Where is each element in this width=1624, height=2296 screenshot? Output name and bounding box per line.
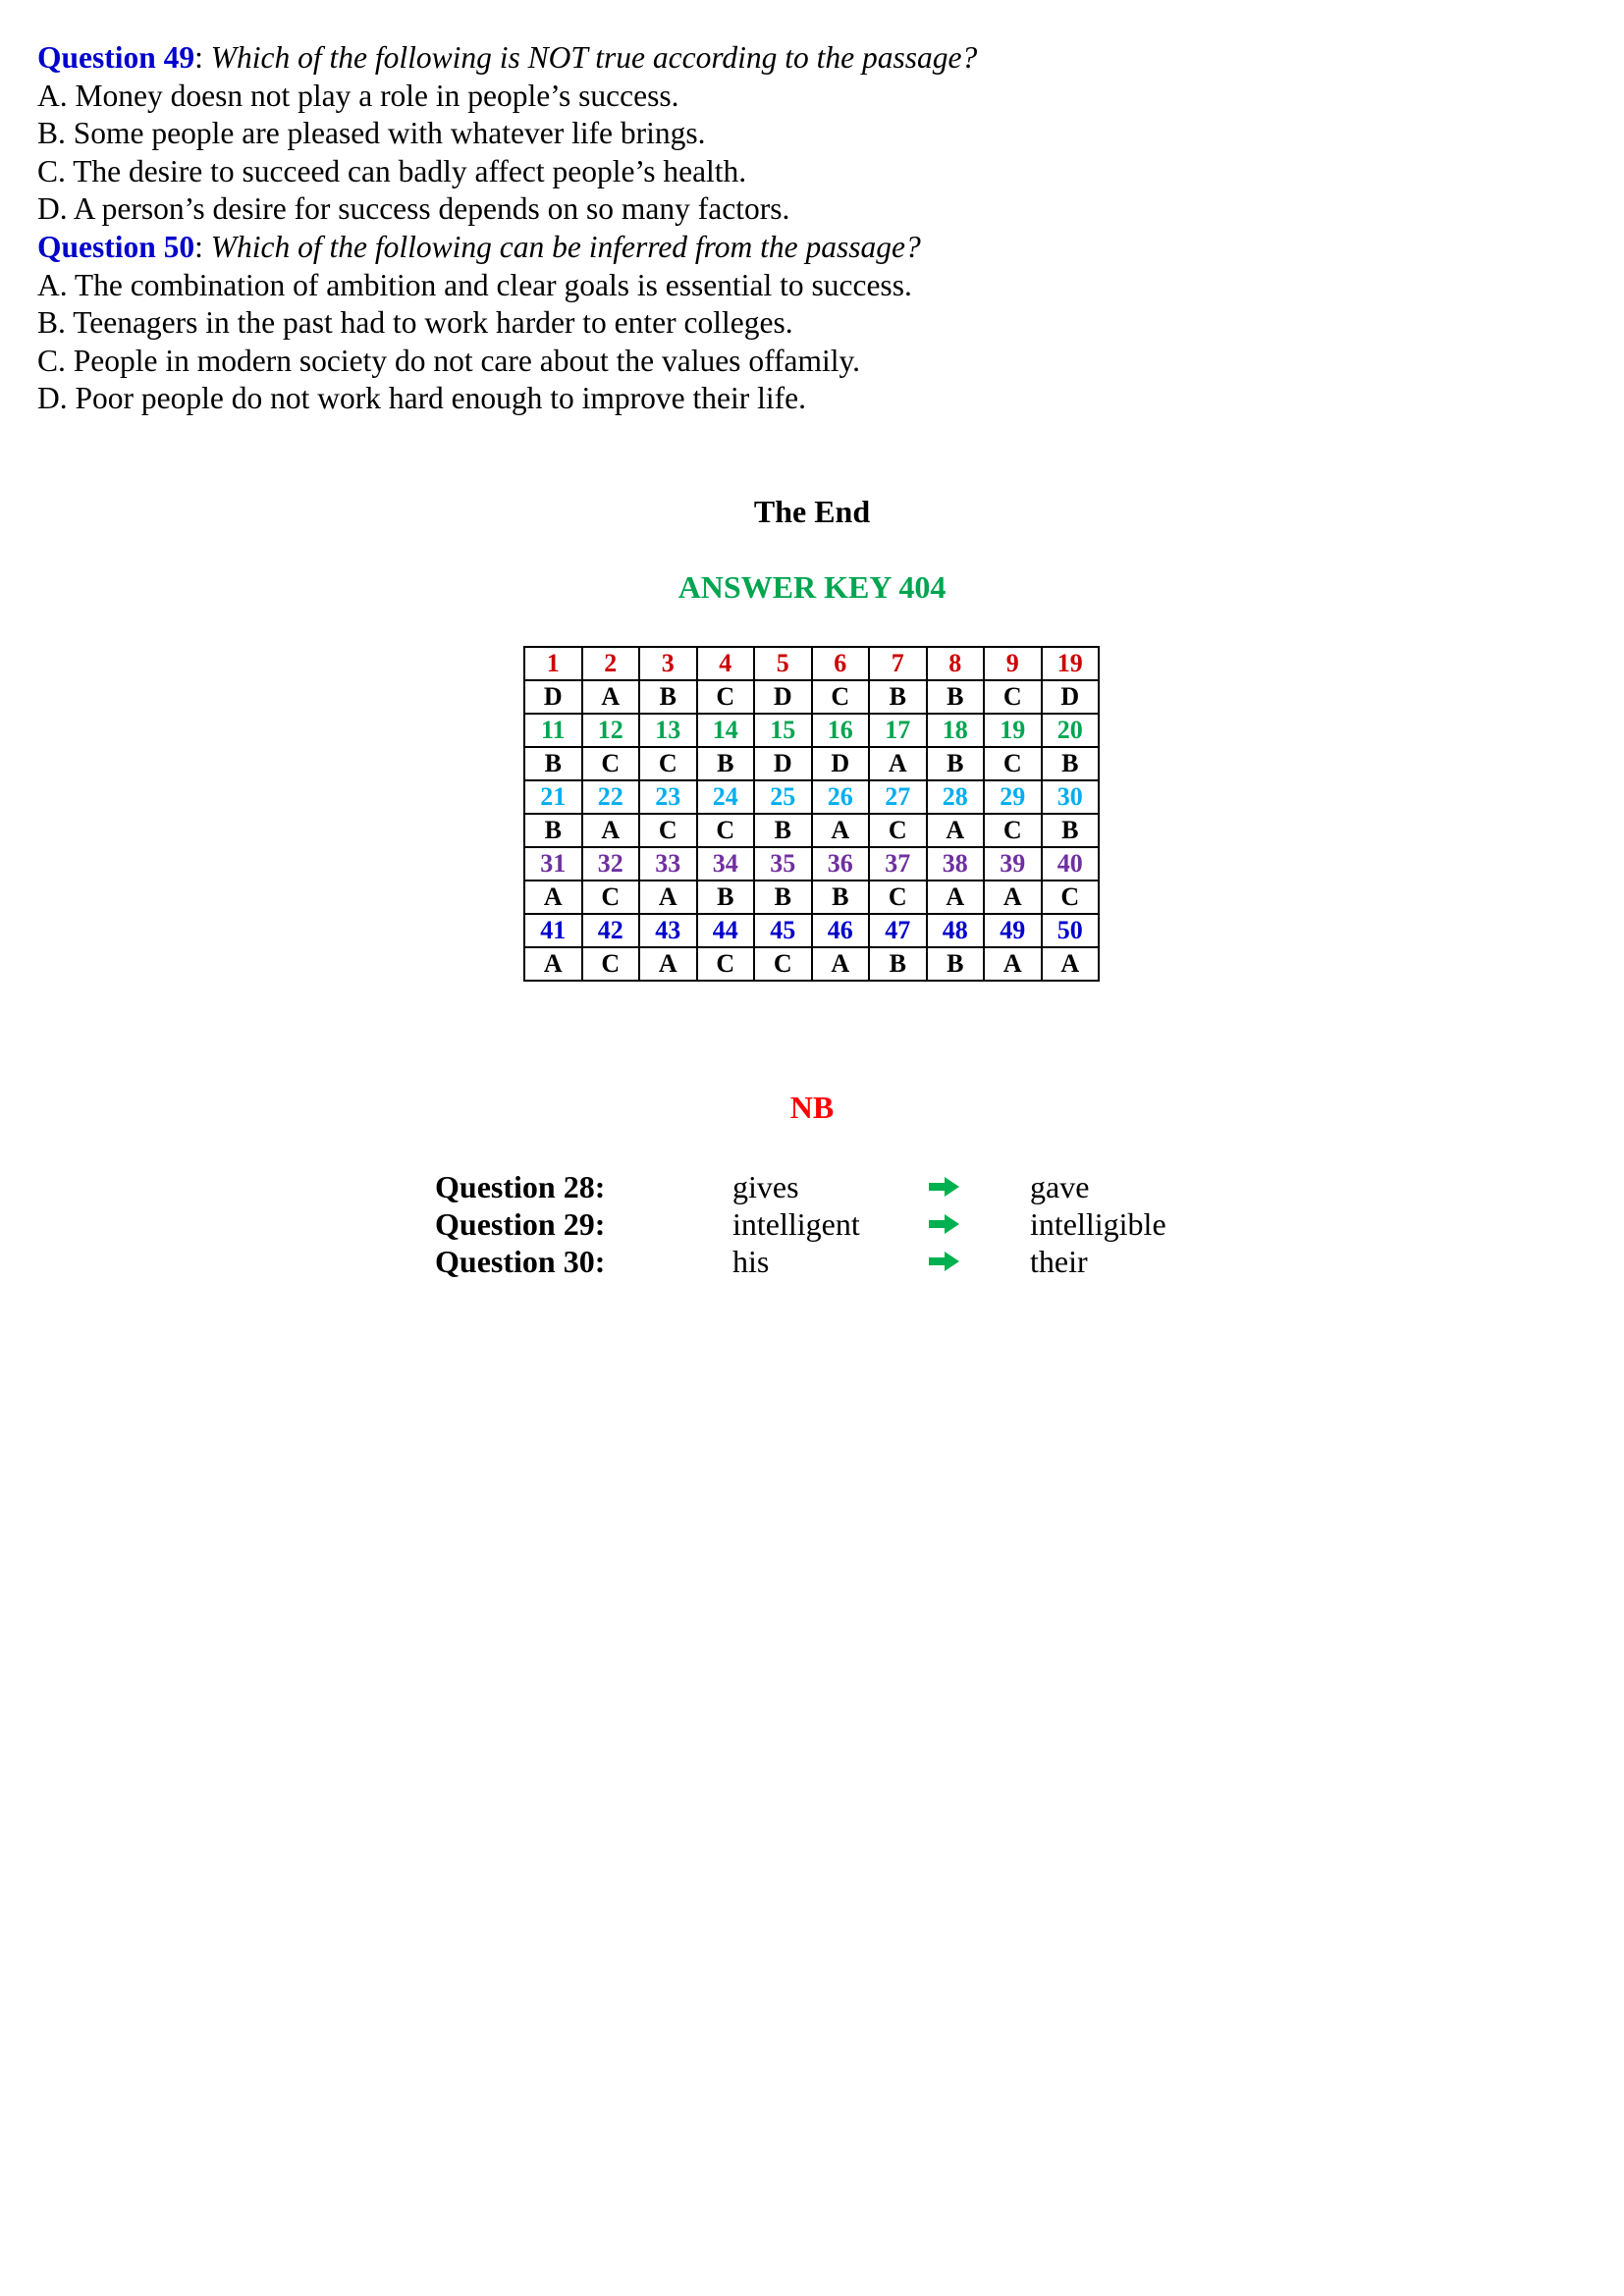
question-number-cell: 35: [754, 847, 812, 881]
answer-cell: A: [927, 881, 985, 914]
answer-cell: C: [582, 881, 640, 914]
correction-right-word: their: [1030, 1244, 1088, 1279]
question-number-cell: 45: [754, 914, 812, 947]
question-number-cell: 15: [754, 714, 812, 747]
question-number-cell: 39: [984, 847, 1042, 881]
question-49-text: Which of the following is NOT true according to the passage?: [210, 40, 978, 75]
answer-key-answer-row: [524, 881, 1099, 914]
question-number-cell: 3: [639, 647, 697, 680]
question-50-text: Which of the following can be inferred from the passage?: [210, 229, 921, 264]
answer-cell: C: [869, 881, 927, 914]
answer-cell: B: [1042, 747, 1100, 780]
answer-key-number-row: [524, 714, 1099, 747]
answer-key-number-row: [524, 914, 1099, 947]
correction-row: [435, 1243, 1220, 1280]
answer-cell: C: [697, 680, 755, 714]
question-number-cell: 16: [812, 714, 870, 747]
answer-cell: A: [639, 881, 697, 914]
question-number-cell: 50: [1042, 914, 1100, 947]
answer-key-number-row: [524, 780, 1099, 814]
question-number-cell: 29: [984, 780, 1042, 814]
question-49-option-a: A. Money doesn not play a role in people’s success.: [37, 78, 679, 113]
question-number-cell: 12: [582, 714, 640, 747]
question-number-cell: 41: [524, 914, 582, 947]
nb-heading: NB: [789, 1090, 835, 1125]
question-number-cell: 1: [524, 647, 582, 680]
answer-cell: B: [754, 814, 812, 847]
answer-cell: B: [524, 747, 582, 780]
answer-cell: C: [754, 947, 812, 981]
correction-row: [435, 1168, 1220, 1205]
answer-key-answer-row: [524, 747, 1099, 780]
question-number-cell: 49: [984, 914, 1042, 947]
answer-cell: C: [984, 747, 1042, 780]
question-number-cell: 44: [697, 914, 755, 947]
answer-cell: A: [524, 881, 582, 914]
answer-cell: D: [524, 680, 582, 714]
question-number-cell: 40: [1042, 847, 1100, 881]
question-number-cell: 43: [639, 914, 697, 947]
answer-cell: A: [1042, 947, 1100, 981]
correction-wrong-word: his: [732, 1244, 770, 1279]
answer-key-answer-row: [524, 947, 1099, 981]
answer-cell: B: [754, 881, 812, 914]
answer-cell: A: [812, 947, 870, 981]
answer-cell: C: [812, 680, 870, 714]
answer-cell: D: [754, 680, 812, 714]
question-number-cell: 47: [869, 914, 927, 947]
answer-cell: B: [1042, 814, 1100, 847]
question-number-cell: 31: [524, 847, 582, 881]
question-number-cell: 4: [697, 647, 755, 680]
answer-key-number-row: [524, 647, 1099, 680]
question-50-option-c: C. People in modern society do not care about the values offamily.: [37, 343, 861, 378]
answer-cell: C: [869, 814, 927, 847]
question-49-option-d: D. A person’s desire for success depends on so many factors.: [37, 191, 790, 227]
question-number-cell: 28: [927, 780, 985, 814]
questions-section: [37, 39, 977, 418]
answer-cell: B: [927, 947, 985, 981]
question-number-cell: 11: [524, 714, 582, 747]
answer-cell: B: [812, 881, 870, 914]
question-number-cell: 18: [927, 714, 985, 747]
question-49-label: Question 49: [37, 40, 195, 75]
answer-cell: B: [524, 814, 582, 847]
answer-cell: C: [697, 814, 755, 847]
question-number-cell: 34: [697, 847, 755, 881]
question-number-cell: 26: [812, 780, 870, 814]
question-number-cell: 42: [582, 914, 640, 947]
question-number-cell: 38: [927, 847, 985, 881]
correction-right-word: gave: [1030, 1169, 1090, 1204]
answer-key-answer-row: [524, 814, 1099, 847]
answer-cell: C: [697, 947, 755, 981]
answer-cell: B: [697, 747, 755, 780]
question-number-cell: 32: [582, 847, 640, 881]
answer-cell: C: [639, 814, 697, 847]
answer-cell: C: [639, 747, 697, 780]
answer-cell: D: [812, 747, 870, 780]
corrections-list: [435, 1168, 1220, 1280]
question-number-cell: 36: [812, 847, 870, 881]
question-number-cell: 19: [1042, 647, 1100, 680]
question-50-option-a: A. The combination of ambition and clear goals is essential to success.: [37, 267, 912, 302]
answer-cell: B: [639, 680, 697, 714]
answer-cell: A: [984, 947, 1042, 981]
question-number-cell: 30: [1042, 780, 1100, 814]
answer-key-table: [523, 646, 1100, 982]
question-number-cell: 37: [869, 847, 927, 881]
answer-cell: B: [927, 680, 985, 714]
question-49-line: [37, 39, 977, 78]
answer-cell: B: [869, 680, 927, 714]
question-number-cell: 2: [582, 647, 640, 680]
question-number-cell: 19: [984, 714, 1042, 747]
correction-wrong-word: gives: [732, 1169, 799, 1204]
answer-key-number-row: [524, 847, 1099, 881]
question-49-option-c: C. The desire to succeed can badly affect people’s health.: [37, 153, 747, 188]
answer-cell: A: [582, 680, 640, 714]
correction-question: Question 28:: [435, 1169, 606, 1204]
question-number-cell: 48: [927, 914, 985, 947]
correction-question: Question 29:: [435, 1206, 606, 1242]
answer-cell: A: [869, 747, 927, 780]
question-number-cell: 7: [869, 647, 927, 680]
the-end-heading: The End: [753, 494, 871, 529]
answer-cell: C: [984, 680, 1042, 714]
answer-cell: C: [984, 814, 1042, 847]
right-arrow-icon: [929, 1177, 960, 1197]
question-49-option-b: B. Some people are pleased with whatever life brings.: [37, 116, 706, 151]
question-separator: :: [194, 229, 211, 264]
answer-cell: C: [582, 747, 640, 780]
question-50-option-d: D. Poor people do not work hard enough to improve their life.: [37, 381, 806, 416]
question-number-cell: 33: [639, 847, 697, 881]
answer-cell: C: [582, 947, 640, 981]
question-number-cell: 6: [812, 647, 870, 680]
question-number-cell: 13: [639, 714, 697, 747]
answer-cell: B: [869, 947, 927, 981]
correction-right-word: intelligible: [1030, 1206, 1166, 1242]
answer-cell: B: [927, 747, 985, 780]
answer-cell: B: [697, 881, 755, 914]
question-number-cell: 22: [582, 780, 640, 814]
question-separator: :: [194, 40, 211, 75]
answer-cell: A: [984, 881, 1042, 914]
right-arrow-icon: [929, 1214, 960, 1234]
answer-key-title: ANSWER KEY 404: [677, 569, 947, 605]
correction-wrong-word: intelligent: [732, 1206, 860, 1242]
question-number-cell: 20: [1042, 714, 1100, 747]
question-number-cell: 14: [697, 714, 755, 747]
answer-key-answer-row: [524, 680, 1099, 714]
question-number-cell: 8: [927, 647, 985, 680]
answer-cell: A: [812, 814, 870, 847]
correction-question: Question 30:: [435, 1244, 606, 1279]
question-number-cell: 17: [869, 714, 927, 747]
answer-cell: D: [1042, 680, 1100, 714]
answer-cell: A: [639, 947, 697, 981]
right-arrow-icon: [929, 1252, 960, 1271]
question-number-cell: 5: [754, 647, 812, 680]
question-number-cell: 25: [754, 780, 812, 814]
question-number-cell: 21: [524, 780, 582, 814]
question-number-cell: 9: [984, 647, 1042, 680]
question-number-cell: 27: [869, 780, 927, 814]
question-number-cell: 46: [812, 914, 870, 947]
answer-cell: A: [927, 814, 985, 847]
correction-row: [435, 1205, 1220, 1243]
question-50-label: Question 50: [37, 229, 195, 264]
answer-cell: D: [754, 747, 812, 780]
question-number-cell: 23: [639, 780, 697, 814]
answer-cell: A: [582, 814, 640, 847]
question-50-option-b: B. Teenagers in the past had to work harder to enter colleges.: [37, 305, 793, 341]
answer-cell: A: [524, 947, 582, 981]
question-50-line: [37, 229, 977, 267]
question-number-cell: 24: [697, 780, 755, 814]
answer-cell: C: [1042, 881, 1100, 914]
